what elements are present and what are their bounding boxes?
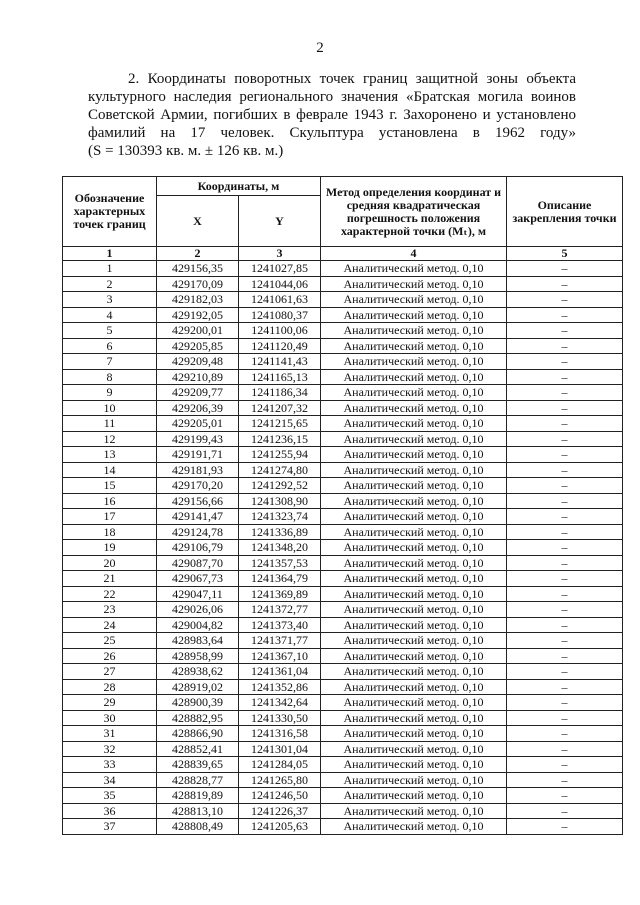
header-method: Метод определения координат и средняя квадратическая погрешность положения характерной точки (Mₜ), м (321, 177, 507, 247)
description-cell: – (507, 323, 623, 339)
table-row (63, 679, 623, 695)
method-cell: Аналитический метод. 0,10 (321, 540, 507, 556)
x-coordinate-cell: 428839,65 (157, 757, 239, 773)
x-coordinate-cell: 429206,39 (157, 400, 239, 416)
point-number-cell: 14 (63, 462, 157, 478)
y-coordinate-cell: 1241292,52 (239, 478, 321, 494)
method-cell: Аналитический метод. 0,10 (321, 772, 507, 788)
description-cell: – (507, 307, 623, 323)
point-number-cell: 24 (63, 617, 157, 633)
header-coordinates: Координаты, м (157, 177, 321, 196)
method-cell: Аналитический метод. 0,10 (321, 664, 507, 680)
method-cell: Аналитический метод. 0,10 (321, 757, 507, 773)
point-number-cell: 37 (63, 819, 157, 835)
method-cell: Аналитический метод. 0,10 (321, 586, 507, 602)
x-coordinate-cell: 429182,03 (157, 292, 239, 308)
method-cell: Аналитический метод. 0,10 (321, 633, 507, 649)
description-cell: – (507, 772, 623, 788)
table-row (63, 462, 623, 478)
method-cell: Аналитический метод. 0,10 (321, 617, 507, 633)
table-body (63, 261, 623, 835)
description-cell: – (507, 462, 623, 478)
intro-line-3: Советской Армии, погибших в феврале 1943 г. Захоронено и установлено (88, 107, 576, 123)
y-coordinate-cell: 1241274,80 (239, 462, 321, 478)
point-number-cell: 17 (63, 509, 157, 525)
point-number-cell: 6 (63, 338, 157, 354)
table-row (63, 307, 623, 323)
header-x: X (157, 196, 239, 247)
table-row (63, 741, 623, 757)
x-coordinate-cell: 429191,71 (157, 447, 239, 463)
table-row (63, 261, 623, 277)
x-coordinate-cell: 428808,49 (157, 819, 239, 835)
x-coordinate-cell: 428919,02 (157, 679, 239, 695)
y-coordinate-cell: 1241372,77 (239, 602, 321, 618)
description-cell: – (507, 493, 623, 509)
column-number-1: 1 (63, 247, 157, 261)
method-cell: Аналитический метод. 0,10 (321, 338, 507, 354)
description-cell: – (507, 431, 623, 447)
y-coordinate-cell: 1241186,34 (239, 385, 321, 401)
point-number-cell: 4 (63, 307, 157, 323)
y-coordinate-cell: 1241236,15 (239, 431, 321, 447)
method-cell: Аналитический метод. 0,10 (321, 261, 507, 277)
description-cell: – (507, 509, 623, 525)
description-cell: – (507, 757, 623, 773)
x-coordinate-cell: 429192,05 (157, 307, 239, 323)
method-cell: Аналитический метод. 0,10 (321, 555, 507, 571)
point-number-cell: 21 (63, 571, 157, 587)
description-cell: – (507, 261, 623, 277)
point-number-cell: 26 (63, 648, 157, 664)
table-row (63, 323, 623, 339)
coordinates-table (62, 176, 623, 835)
y-coordinate-cell: 1241357,53 (239, 555, 321, 571)
x-coordinate-cell: 428983,64 (157, 633, 239, 649)
method-cell: Аналитический метод. 0,10 (321, 524, 507, 540)
method-cell: Аналитический метод. 0,10 (321, 416, 507, 432)
point-number-cell: 1 (63, 261, 157, 277)
table-row (63, 478, 623, 494)
description-cell: – (507, 416, 623, 432)
point-number-cell: 10 (63, 400, 157, 416)
description-cell: – (507, 602, 623, 618)
point-number-cell: 30 (63, 710, 157, 726)
method-cell: Аналитический метод. 0,10 (321, 493, 507, 509)
x-coordinate-cell: 428938,62 (157, 664, 239, 680)
point-number-cell: 33 (63, 757, 157, 773)
y-coordinate-cell: 1241323,74 (239, 509, 321, 525)
method-cell: Аналитический метод. 0,10 (321, 509, 507, 525)
y-coordinate-cell: 1241141,43 (239, 354, 321, 370)
description-cell: – (507, 710, 623, 726)
table-row (63, 633, 623, 649)
x-coordinate-cell: 429205,01 (157, 416, 239, 432)
y-coordinate-cell: 1241336,89 (239, 524, 321, 540)
table-row (63, 493, 623, 509)
table-row (63, 354, 623, 370)
table-row (63, 648, 623, 664)
table-row (63, 788, 623, 804)
description-cell: – (507, 338, 623, 354)
x-coordinate-cell: 429156,66 (157, 493, 239, 509)
method-cell: Аналитический метод. 0,10 (321, 679, 507, 695)
description-cell: – (507, 586, 623, 602)
description-cell: – (507, 726, 623, 742)
column-number-3: 3 (239, 247, 321, 261)
x-coordinate-cell: 428882,95 (157, 710, 239, 726)
method-cell: Аналитический метод. 0,10 (321, 819, 507, 835)
method-cell: Аналитический метод. 0,10 (321, 571, 507, 587)
table-row (63, 772, 623, 788)
table-row (63, 540, 623, 556)
point-number-cell: 22 (63, 586, 157, 602)
point-number-cell: 27 (63, 664, 157, 680)
point-number-cell: 25 (63, 633, 157, 649)
y-coordinate-cell: 1241205,63 (239, 819, 321, 835)
table-row (63, 292, 623, 308)
method-cell: Аналитический метод. 0,10 (321, 462, 507, 478)
description-cell: – (507, 803, 623, 819)
intro-line-2: культурного наследия регионального значения «Братская могила воинов (88, 89, 576, 105)
table-row (63, 555, 623, 571)
y-coordinate-cell: 1241044,06 (239, 276, 321, 292)
x-coordinate-cell: 429124,78 (157, 524, 239, 540)
y-coordinate-cell: 1241207,32 (239, 400, 321, 416)
column-number-2: 2 (157, 247, 239, 261)
method-cell: Аналитический метод. 0,10 (321, 431, 507, 447)
y-coordinate-cell: 1241361,04 (239, 664, 321, 680)
y-coordinate-cell: 1241348,20 (239, 540, 321, 556)
table-row (63, 617, 623, 633)
x-coordinate-cell: 429047,11 (157, 586, 239, 602)
y-coordinate-cell: 1241352,86 (239, 679, 321, 695)
table-row (63, 710, 623, 726)
table-row (63, 385, 623, 401)
x-coordinate-cell: 429004,82 (157, 617, 239, 633)
header-y: Y (239, 196, 321, 247)
method-cell: Аналитический метод. 0,10 (321, 323, 507, 339)
x-coordinate-cell: 429209,77 (157, 385, 239, 401)
y-coordinate-cell: 1241215,65 (239, 416, 321, 432)
method-cell: Аналитический метод. 0,10 (321, 648, 507, 664)
table-row (63, 416, 623, 432)
y-coordinate-cell: 1241265,80 (239, 772, 321, 788)
y-coordinate-cell: 1241080,37 (239, 307, 321, 323)
y-coordinate-cell: 1241120,49 (239, 338, 321, 354)
y-coordinate-cell: 1241308,90 (239, 493, 321, 509)
table-row (63, 338, 623, 354)
y-coordinate-cell: 1241165,13 (239, 369, 321, 385)
x-coordinate-cell: 429170,09 (157, 276, 239, 292)
table-row (63, 602, 623, 618)
method-cell: Аналитический метод. 0,10 (321, 400, 507, 416)
point-number-cell: 12 (63, 431, 157, 447)
description-cell: – (507, 788, 623, 804)
table-row (63, 571, 623, 587)
x-coordinate-cell: 429170,20 (157, 478, 239, 494)
description-cell: – (507, 385, 623, 401)
point-number-cell: 15 (63, 478, 157, 494)
y-coordinate-cell: 1241226,37 (239, 803, 321, 819)
column-number-5: 5 (507, 247, 623, 261)
x-coordinate-cell: 428819,89 (157, 788, 239, 804)
table-row (63, 276, 623, 292)
table-row (63, 695, 623, 711)
method-cell: Аналитический метод. 0,10 (321, 602, 507, 618)
intro-line-1: 2. Координаты поворотных точек границ защитной зоны объекта (128, 71, 576, 87)
description-cell: – (507, 819, 623, 835)
method-cell: Аналитический метод. 0,10 (321, 385, 507, 401)
point-number-cell: 23 (63, 602, 157, 618)
column-number-4: 4 (321, 247, 507, 261)
description-cell: – (507, 633, 623, 649)
description-cell: – (507, 447, 623, 463)
description-cell: – (507, 555, 623, 571)
description-cell: – (507, 400, 623, 416)
point-number-cell: 3 (63, 292, 157, 308)
description-cell: – (507, 664, 623, 680)
x-coordinate-cell: 429156,35 (157, 261, 239, 277)
method-cell: Аналитический метод. 0,10 (321, 726, 507, 742)
method-cell: Аналитический метод. 0,10 (321, 741, 507, 757)
method-cell: Аналитический метод. 0,10 (321, 276, 507, 292)
description-cell: – (507, 540, 623, 556)
point-number-cell: 29 (63, 695, 157, 711)
description-cell: – (507, 354, 623, 370)
method-cell: Аналитический метод. 0,10 (321, 695, 507, 711)
method-cell: Аналитический метод. 0,10 (321, 307, 507, 323)
table-row (63, 803, 623, 819)
description-cell: – (507, 648, 623, 664)
point-number-cell: 28 (63, 679, 157, 695)
method-cell: Аналитический метод. 0,10 (321, 803, 507, 819)
y-coordinate-cell: 1241373,40 (239, 617, 321, 633)
x-coordinate-cell: 429199,43 (157, 431, 239, 447)
description-cell: – (507, 369, 623, 385)
intro-paragraph (88, 70, 576, 160)
table-row (63, 726, 623, 742)
table-row (63, 509, 623, 525)
x-coordinate-cell: 429210,89 (157, 369, 239, 385)
method-cell: Аналитический метод. 0,10 (321, 788, 507, 804)
x-coordinate-cell: 428866,90 (157, 726, 239, 742)
table-row (63, 369, 623, 385)
table-row (63, 757, 623, 773)
intro-line-5: (S = 130393 кв. м. ± 126 кв. м.) (88, 143, 284, 159)
header-description: Описание закрепления точки (507, 177, 623, 247)
y-coordinate-cell: 1241369,89 (239, 586, 321, 602)
method-cell: Аналитический метод. 0,10 (321, 710, 507, 726)
method-cell: Аналитический метод. 0,10 (321, 447, 507, 463)
y-coordinate-cell: 1241255,94 (239, 447, 321, 463)
page-number: 2 (316, 40, 324, 56)
description-cell: – (507, 695, 623, 711)
x-coordinate-cell: 429141,47 (157, 509, 239, 525)
y-coordinate-cell: 1241061,63 (239, 292, 321, 308)
description-cell: – (507, 679, 623, 695)
y-coordinate-cell: 1241316,58 (239, 726, 321, 742)
x-coordinate-cell: 428828,77 (157, 772, 239, 788)
x-coordinate-cell: 429205,85 (157, 338, 239, 354)
description-cell: – (507, 292, 623, 308)
table-row (63, 586, 623, 602)
table-row (63, 664, 623, 680)
method-cell: Аналитический метод. 0,10 (321, 354, 507, 370)
x-coordinate-cell: 429026,06 (157, 602, 239, 618)
x-coordinate-cell: 429200,01 (157, 323, 239, 339)
y-coordinate-cell: 1241342,64 (239, 695, 321, 711)
y-coordinate-cell: 1241371,77 (239, 633, 321, 649)
y-coordinate-cell: 1241284,05 (239, 757, 321, 773)
x-coordinate-cell: 429209,48 (157, 354, 239, 370)
method-cell: Аналитический метод. 0,10 (321, 478, 507, 494)
point-number-cell: 19 (63, 540, 157, 556)
table-row (63, 400, 623, 416)
y-coordinate-cell: 1241364,79 (239, 571, 321, 587)
y-coordinate-cell: 1241330,50 (239, 710, 321, 726)
description-cell: – (507, 478, 623, 494)
x-coordinate-cell: 429067,73 (157, 571, 239, 587)
point-number-cell: 2 (63, 276, 157, 292)
x-coordinate-cell: 428900,39 (157, 695, 239, 711)
x-coordinate-cell: 428958,99 (157, 648, 239, 664)
x-coordinate-cell: 429181,93 (157, 462, 239, 478)
point-number-cell: 20 (63, 555, 157, 571)
point-number-cell: 32 (63, 741, 157, 757)
x-coordinate-cell: 428813,10 (157, 803, 239, 819)
point-number-cell: 31 (63, 726, 157, 742)
y-coordinate-cell: 1241367,10 (239, 648, 321, 664)
point-number-cell: 8 (63, 369, 157, 385)
point-number-cell: 5 (63, 323, 157, 339)
intro-line-4: фамилий на 17 человек. Скульптура установлена в 1962 году» (88, 125, 576, 141)
method-cell: Аналитический метод. 0,10 (321, 369, 507, 385)
point-number-cell: 7 (63, 354, 157, 370)
table-row (63, 819, 623, 835)
table-row (63, 524, 623, 540)
point-number-cell: 34 (63, 772, 157, 788)
y-coordinate-cell: 1241301,04 (239, 741, 321, 757)
table-row (63, 431, 623, 447)
description-cell: – (507, 741, 623, 757)
point-number-cell: 36 (63, 803, 157, 819)
point-number-cell: 16 (63, 493, 157, 509)
x-coordinate-cell: 428852,41 (157, 741, 239, 757)
point-number-cell: 9 (63, 385, 157, 401)
description-cell: – (507, 276, 623, 292)
x-coordinate-cell: 429106,79 (157, 540, 239, 556)
point-number-cell: 11 (63, 416, 157, 432)
point-number-cell: 18 (63, 524, 157, 540)
y-coordinate-cell: 1241027,85 (239, 261, 321, 277)
header-point-designation: Обозначение характерных точек границ (63, 177, 157, 247)
x-coordinate-cell: 429087,70 (157, 555, 239, 571)
description-cell: – (507, 571, 623, 587)
description-cell: – (507, 524, 623, 540)
point-number-cell: 13 (63, 447, 157, 463)
point-number-cell: 35 (63, 788, 157, 804)
y-coordinate-cell: 1241246,50 (239, 788, 321, 804)
table-row (63, 447, 623, 463)
description-cell: – (507, 617, 623, 633)
method-cell: Аналитический метод. 0,10 (321, 292, 507, 308)
y-coordinate-cell: 1241100,06 (239, 323, 321, 339)
